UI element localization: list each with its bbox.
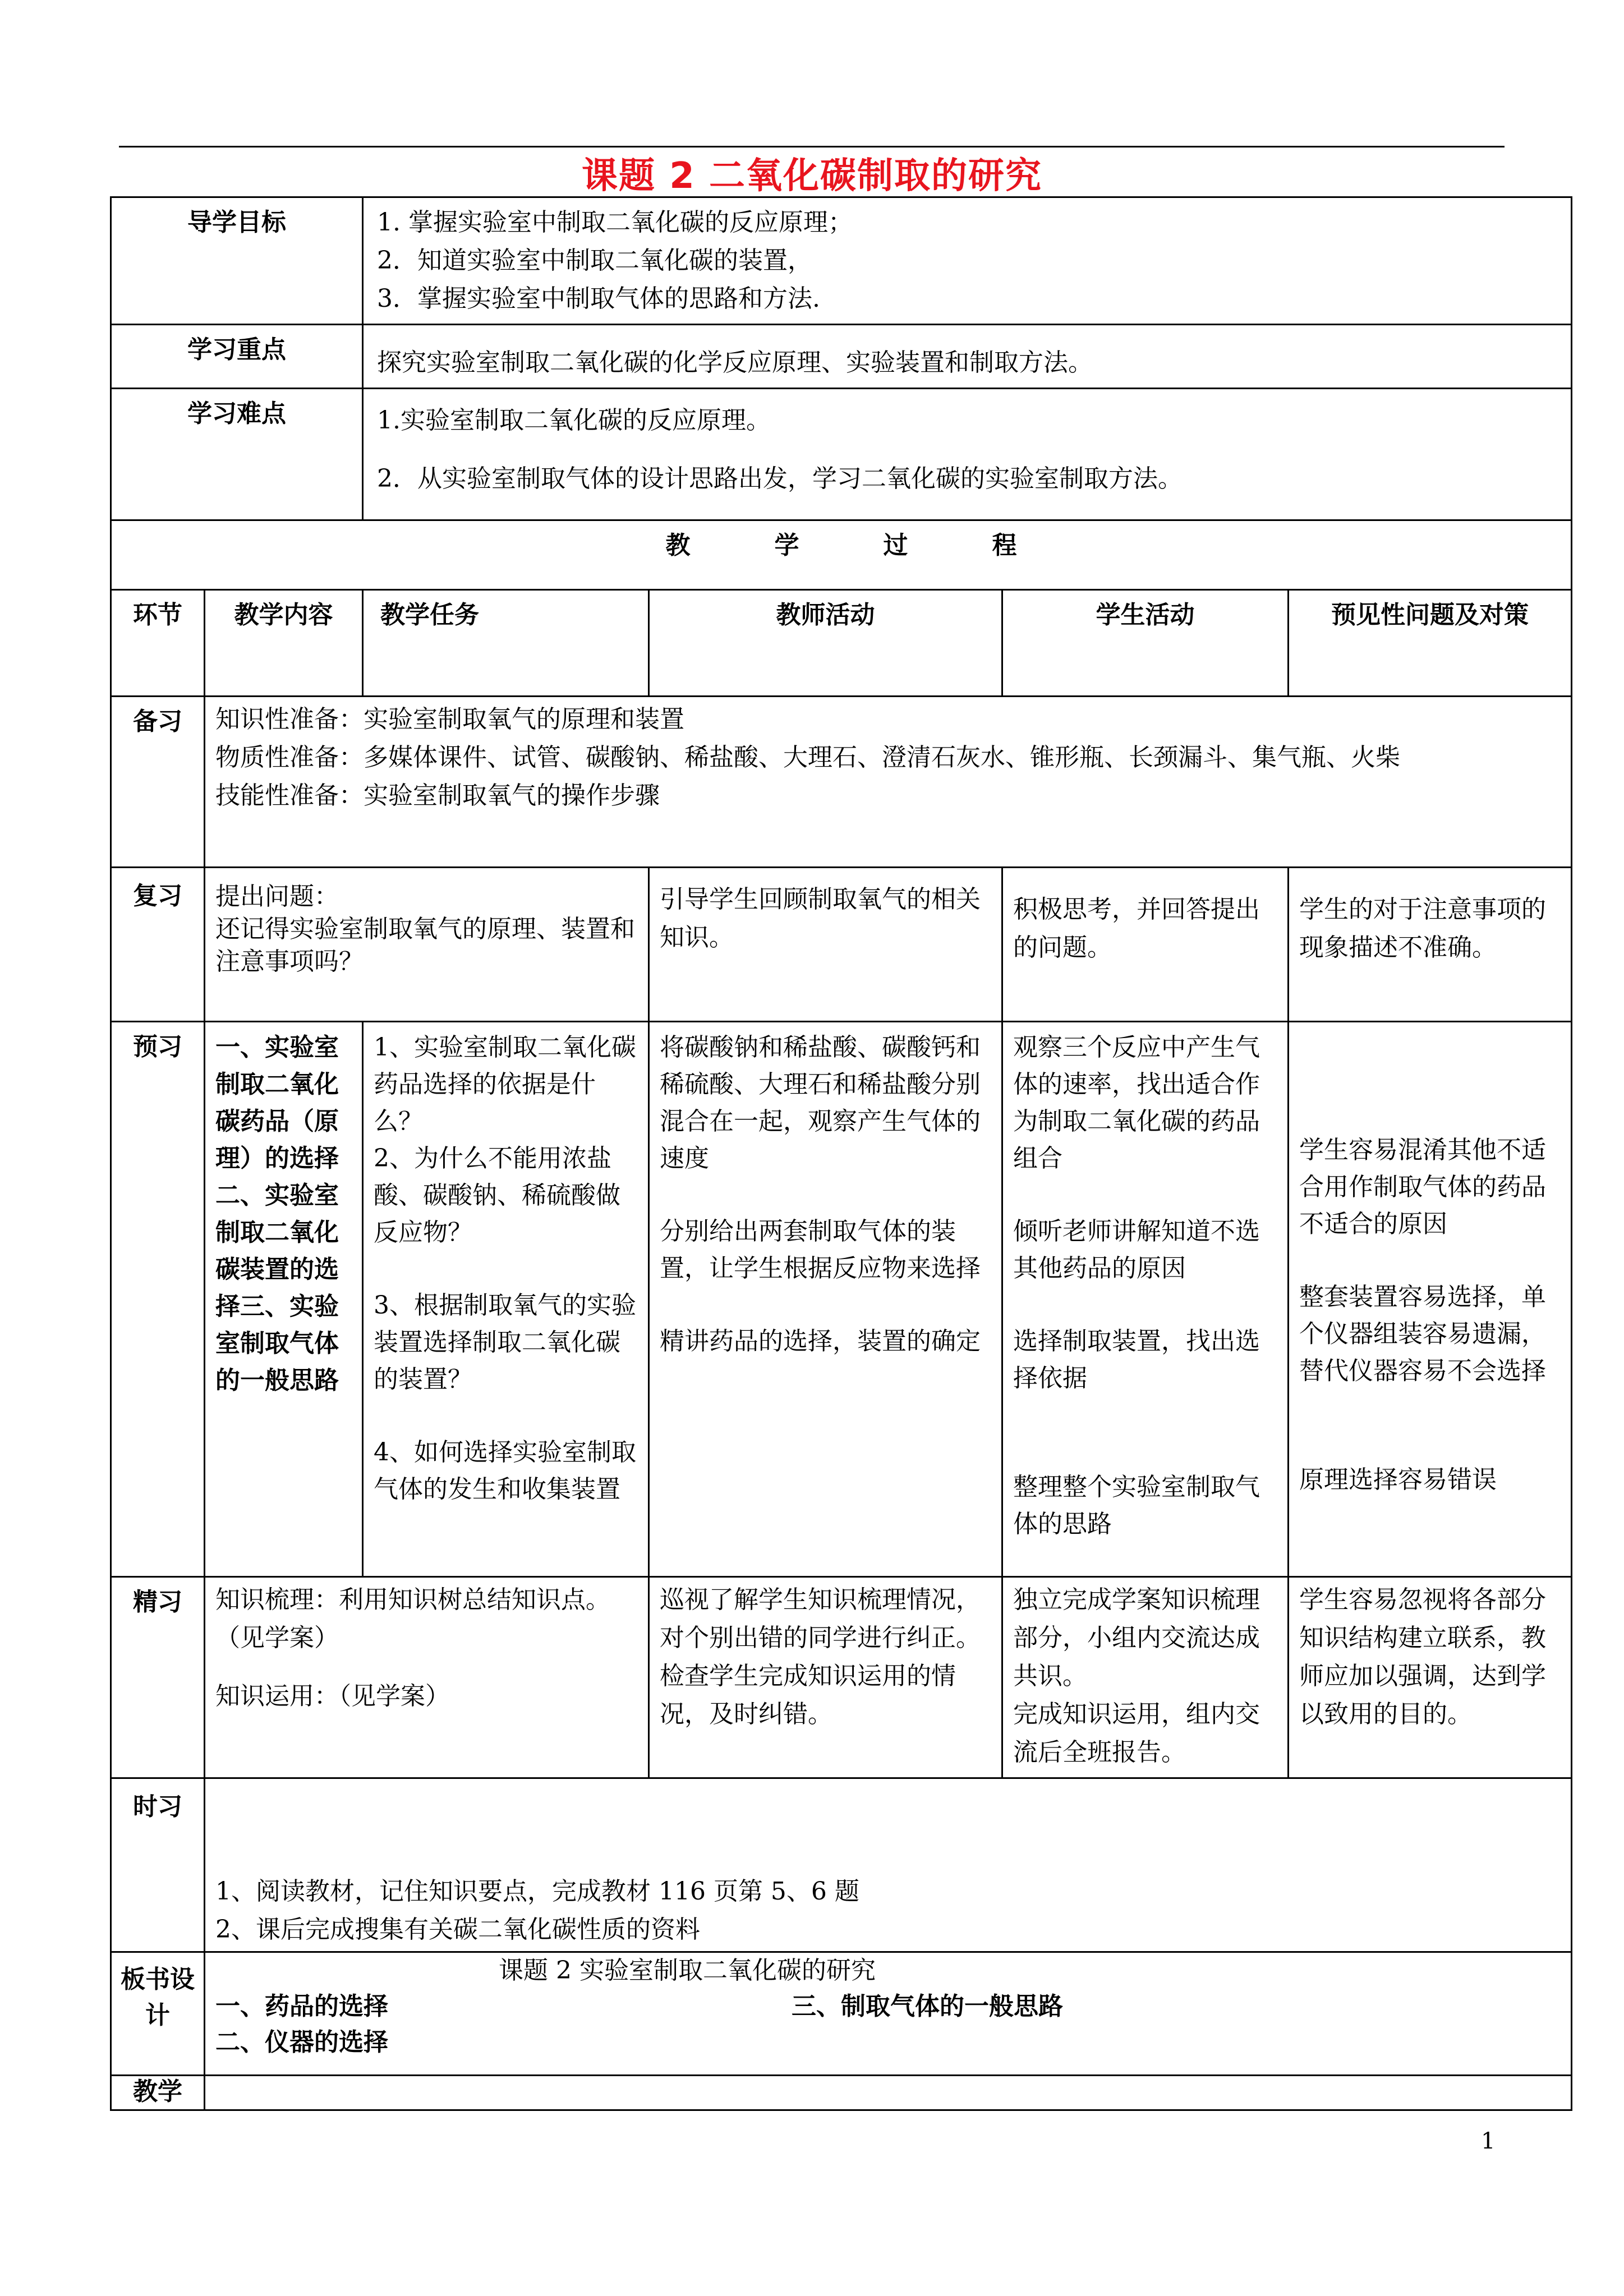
board-item-1: 一、药品的选择 bbox=[215, 1992, 388, 2021]
page-number: 1 bbox=[1481, 2128, 1496, 2154]
review-content-line: 提出问题： bbox=[215, 882, 339, 911]
preview-teacher-item: 分别给出两套制取气体的装置，让学生根据反应物来选择 bbox=[660, 1217, 981, 1283]
prep-line: 物质性准备：多媒体课件、试管、碳酸钠、稀盐酸、大理石、澄清石灰水、锥形瓶、长颈漏斗、集气瓶、火柴 bbox=[215, 743, 1400, 772]
preview-task: 3、根据制取氧气的实验装置选择制取二氧化碳的装置？ bbox=[374, 1291, 636, 1394]
review-teacher: 引导学生回顾制取氧气的相关知识。 bbox=[649, 868, 1002, 1022]
preview-content: 一、实验室制取二氧化碳药品（原理）的选择二、实验室制取二氧化碳装置的选择三、实验室制取气体的一般思路 bbox=[205, 1022, 363, 1577]
homework-item: 1、阅读教材，记住知识要点，完成教材 116 页第 5、6 题 bbox=[215, 1877, 859, 1906]
preview-task: 2、为什么不能用浓盐酸、碳酸钠、稀硫酸做反应物？ bbox=[374, 1144, 620, 1247]
preview-issue-item: 学生容易混淆其他不适合用作制取气体的药品不适合的原因 bbox=[1299, 1136, 1546, 1238]
preview-student-item: 倾听老师讲解知道不选其他药品的原因 bbox=[1013, 1217, 1260, 1283]
preview-issue-item: 整套装置容易选择，单个仪器组装容易遗漏，替代仪器容易不会选择 bbox=[1299, 1283, 1546, 1385]
board-label: 板书设计 bbox=[111, 1952, 205, 2076]
preview-teacher-item: 精讲药品的选择，装置的确定 bbox=[660, 1327, 981, 1356]
preview-teacher bbox=[649, 1022, 1002, 1577]
preview-label: 预习 bbox=[111, 1022, 205, 1577]
col-header-content: 教学内容 bbox=[205, 590, 363, 697]
objective-item: 1. 掌握实验室中制取二氧化碳的反应原理； bbox=[377, 208, 853, 237]
preview-student-item: 整理整个实验室制取气体的思路 bbox=[1013, 1473, 1260, 1538]
prep-row bbox=[111, 697, 1572, 868]
col-header-task: 教学任务 bbox=[363, 590, 649, 697]
review-student: 积极思考，并回答提出的问题。 bbox=[1002, 868, 1289, 1022]
prep-content bbox=[205, 697, 1572, 868]
preview-task: 1、实验室制取二氧化碳药品选择的依据是什么？ bbox=[374, 1033, 636, 1136]
board-row bbox=[111, 1952, 1572, 2076]
difficulties-content bbox=[363, 389, 1572, 520]
reflection-label: 教学 bbox=[111, 2076, 205, 2110]
col-header-stage: 环节 bbox=[111, 590, 205, 697]
practice-teacher bbox=[649, 1577, 1002, 1778]
objectives-label: 导学目标 bbox=[111, 197, 363, 325]
reflection-row bbox=[111, 2076, 1572, 2110]
process-title-row bbox=[111, 520, 1572, 590]
key-points-label: 学习重点 bbox=[111, 325, 363, 389]
difficulty-item: 2．从实验室制取气体的设计思路出发，学习二氧化碳的实验室制取方法。 bbox=[377, 464, 1183, 493]
homework-content bbox=[205, 1778, 1572, 1952]
objective-item: 2．知道实验室中制取二氧化碳的装置， bbox=[377, 246, 812, 275]
practice-label: 精习 bbox=[111, 1577, 205, 1778]
practice-issues: 学生容易忽视将各部分知识结构建立联系，教师应加以强调，达到学以致用的目的。 bbox=[1289, 1577, 1572, 1778]
preview-tasks bbox=[363, 1022, 649, 1577]
prep-label: 备习 bbox=[111, 697, 205, 868]
practice-student bbox=[1002, 1577, 1289, 1778]
practice-row bbox=[111, 1577, 1572, 1778]
page-title: 课题 2 二氧化碳制取的研究 bbox=[581, 155, 1043, 197]
preview-teacher-item: 将碳酸钠和稀盐酸、碳酸钙和稀硫酸、大理石和稀盐酸分别混合在一起，观察产生气体的速度 bbox=[660, 1033, 981, 1173]
col-header-teacher: 教师活动 bbox=[649, 590, 1002, 697]
review-row bbox=[111, 868, 1572, 1022]
review-label: 复习 bbox=[111, 868, 205, 1022]
board-item-3: 三、制取气体的一般思路 bbox=[792, 1992, 1063, 2021]
practice-content-line: 知识运用：（见学案） bbox=[215, 1682, 450, 1711]
board-item-2: 二、仪器的选择 bbox=[215, 2028, 388, 2057]
preview-task: 4、如何选择实验室制取气体的发生和收集装置 bbox=[374, 1438, 636, 1504]
preview-row bbox=[111, 1022, 1572, 1577]
preview-student-item: 观察三个反应中产生气体的速率，找出适合作为制取二氧化碳的药品组合 bbox=[1013, 1033, 1260, 1173]
difficulties-row bbox=[111, 389, 1572, 520]
practice-teacher-item: 检查学生完成知识运用的情况，及时纠错。 bbox=[660, 1662, 956, 1728]
practice-student-item: 独立完成学案知识梳理部分，小组内交流达成共识。 bbox=[1013, 1585, 1260, 1690]
key-points-row bbox=[111, 325, 1572, 389]
preview-issue-item: 原理选择容易错误 bbox=[1299, 1465, 1497, 1494]
homework-label: 时习 bbox=[111, 1778, 205, 1952]
process-title: 教学过程 bbox=[665, 531, 1101, 560]
review-issues: 学生的对于注意事项的现象描述不准确。 bbox=[1289, 868, 1572, 1022]
objectives-content bbox=[363, 197, 1572, 325]
key-points-text: 探究实验室制取二氧化碳的化学反应原理、实验装置和制取方法。 bbox=[363, 325, 1572, 389]
board-title: 课题 2 实验室制取二氧化碳的研究 bbox=[499, 1956, 876, 1985]
prep-line: 技能性准备：实验室制取氧气的操作步骤 bbox=[215, 781, 660, 810]
col-header-issues: 预见性问题及对策 bbox=[1289, 590, 1572, 697]
col-header-student: 学生活动 bbox=[1002, 590, 1289, 697]
preview-issues bbox=[1289, 1022, 1572, 1577]
objectives-row bbox=[111, 197, 1572, 325]
prep-line: 知识性准备：实验室制取氧气的原理和装置 bbox=[215, 705, 684, 734]
review-content-line: 还记得实验室制取氧气的原理、装置和注意事项吗？ bbox=[215, 915, 635, 976]
practice-student-item: 完成知识运用，组内交流后全班报告。 bbox=[1013, 1700, 1260, 1767]
review-content bbox=[205, 868, 649, 1022]
practice-teacher-item: 巡视了解学生知识梳理情况，对个别出错的同学进行纠正。 bbox=[660, 1585, 981, 1652]
board-content bbox=[205, 1952, 1572, 2076]
difficulties-label: 学习难点 bbox=[111, 389, 363, 520]
preview-student bbox=[1002, 1022, 1289, 1577]
header-row bbox=[111, 590, 1572, 697]
lesson-plan-table bbox=[110, 196, 1572, 2111]
practice-content-line: 知识梳理：利用知识树总结知识点。（见学案） bbox=[215, 1585, 610, 1652]
practice-content bbox=[205, 1577, 649, 1778]
objective-item: 3．掌握实验室中制取气体的思路和方法. bbox=[377, 284, 820, 313]
homework-item: 2、课后完成搜集有关碳二氧化碳性质的资料 bbox=[215, 1915, 700, 1944]
homework-row bbox=[111, 1778, 1572, 1952]
preview-student-item: 选择制取装置，找出选择依据 bbox=[1013, 1327, 1260, 1393]
difficulty-item: 1.实验室制取二氧化碳的反应原理。 bbox=[377, 406, 771, 435]
